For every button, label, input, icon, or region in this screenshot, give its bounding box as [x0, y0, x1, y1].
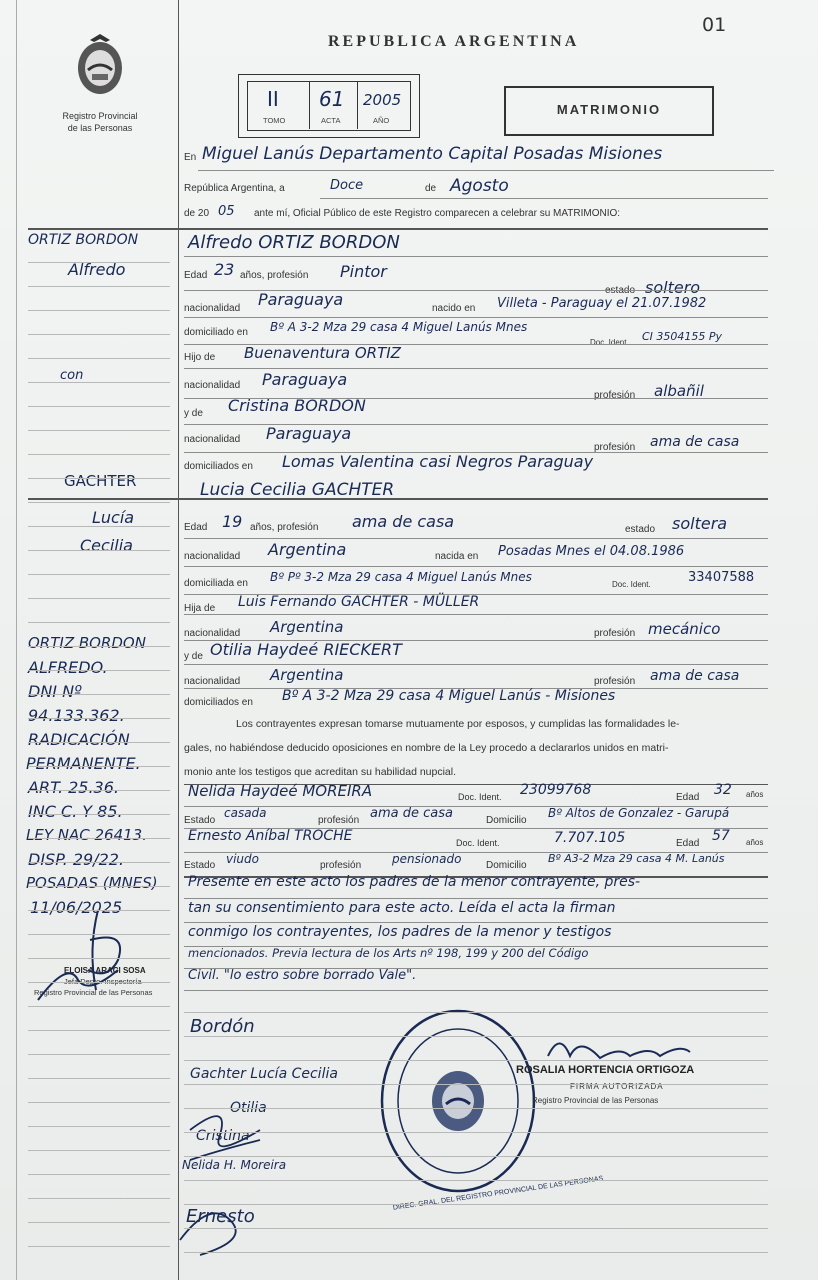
- groom-mother-nat-label: nacionalidad: [184, 434, 241, 445]
- record-type-box: [504, 86, 714, 136]
- anio-value: 2005: [363, 91, 402, 109]
- margin-rule: [28, 790, 170, 791]
- margin-rule: [28, 1102, 170, 1103]
- groom-prof-label: años, profesión: [240, 270, 309, 281]
- signature-rule: [184, 1108, 768, 1109]
- acta-box: [238, 74, 420, 138]
- groom-birthplace: Villeta - Paraguay el 21.07.1982: [497, 296, 707, 311]
- acta-divider-1: [309, 81, 310, 129]
- margin-rule: [28, 1030, 170, 1031]
- bride-margin-given2: Cecilia: [80, 536, 133, 555]
- margin-stamp-name: ELOISA ARACI SOSA: [64, 966, 146, 975]
- groom-margin-surname: ORTIZ BORDON: [28, 232, 139, 248]
- groom-parents-address-label: domiciliados en: [184, 461, 253, 472]
- margin-rule: [28, 1006, 170, 1007]
- bride-birthplace: Posadas Mnes el 04.08.1986: [498, 544, 685, 559]
- groom-age-label: Edad: [184, 270, 208, 281]
- witness-1-years-label: años: [746, 790, 764, 799]
- note-line-3: conmigo los contrayentes, los padres de la menor y testigos: [188, 924, 612, 940]
- margin-rule: [28, 886, 170, 887]
- groom-status-label: estado: [605, 285, 636, 296]
- witness-2-age-label: Edad: [676, 838, 700, 849]
- signature-rule: [184, 1228, 768, 1229]
- margin-rule: [28, 910, 170, 911]
- witness-2-address: Bº A3-2 Mza 29 casa 4 M. Lanús: [548, 852, 725, 865]
- groom-mother-prof: ama de casa: [650, 434, 740, 450]
- record-type: MATRIMONIO: [556, 102, 662, 117]
- margin-rule: [28, 1174, 170, 1175]
- signature-rule: [184, 1012, 768, 1013]
- margin-rule: [28, 526, 170, 527]
- margin-rule: [28, 478, 170, 479]
- signature-cristina: Cristina: [196, 1128, 250, 1144]
- left-edge-line: [16, 0, 17, 1280]
- margin-rule: [28, 406, 170, 407]
- witness-1-status-label: Estado: [184, 815, 216, 826]
- margin-rule: [28, 598, 170, 599]
- margin-rule: [28, 502, 170, 503]
- bride-doc-label: Doc. Ident.: [612, 580, 651, 589]
- bride-mother: Otilia Haydeé RIECKERT: [210, 640, 402, 659]
- bride-mother-prof-label: profesión: [594, 676, 636, 687]
- groom-father-nat-label: nacionalidad: [184, 380, 241, 391]
- witness-1-address-label: Domicilio: [486, 815, 527, 826]
- margin-rule: [28, 382, 170, 383]
- bride-profession: ama de casa: [352, 512, 455, 531]
- bride-margin-surname: GACHTER: [64, 472, 137, 490]
- annot-line-1: ORTIZ BORDON: [28, 634, 146, 652]
- bride-father-prof-label: profesión: [594, 628, 636, 639]
- legal-line-3: monio ante los testigos que acreditan su habilidad nupcial.: [184, 766, 457, 778]
- groom-profession: Pintor: [340, 262, 387, 281]
- groom-mother: Cristina BORDON: [228, 396, 366, 415]
- witness-2-prof-label: profesión: [320, 860, 362, 871]
- margin-rule: [28, 574, 170, 575]
- margin-rule: [28, 1126, 170, 1127]
- bride-mother-nat-label: nacionalidad: [184, 676, 241, 687]
- margin-rule: [28, 550, 170, 551]
- annot-line-11: POSADAS (MNES): [26, 874, 158, 892]
- witness-1-doc-label: Doc. Ident.: [458, 792, 502, 802]
- signature-moreira: Nelida H. Moreira: [182, 1158, 287, 1172]
- bride-mother-nat: Argentina: [270, 666, 344, 684]
- margin-rule: [28, 646, 170, 647]
- bride-mother-prof: ama de casa: [650, 668, 740, 684]
- signature-rule: [184, 1252, 768, 1253]
- witness-2-address-label: Domicilio: [486, 860, 527, 871]
- margin-stamp-title: Jefa Depto. Inspectoría: [64, 977, 142, 986]
- margin-divider: [178, 0, 179, 1280]
- signature-ernesto: Ernesto: [186, 1206, 255, 1227]
- witness-1-age-label: Edad: [676, 792, 700, 803]
- con-label: con: [60, 368, 84, 383]
- witness-2-years-label: años: [746, 838, 764, 847]
- groom-father-label: Hijo de: [184, 352, 216, 363]
- margin-rule: [28, 1078, 170, 1079]
- annot-line-12: 11/06/2025: [30, 898, 123, 917]
- bride-age: 19: [222, 512, 243, 531]
- bride-father-nat: Argentina: [270, 618, 344, 636]
- witness-1-prof-label: profesión: [318, 815, 360, 826]
- bride-status: soltera: [672, 514, 728, 533]
- month-value: Agosto: [450, 176, 509, 196]
- groom-margin-given: Alfredo: [68, 260, 126, 279]
- witness-1-address: Bº Altos de Gonzalez - Garupá: [548, 806, 730, 820]
- witness-1-name: Nelida Haydeé MOREIRA: [188, 782, 373, 800]
- bride-father-label: Hija de: [184, 603, 216, 614]
- margin-rule: [28, 742, 170, 743]
- registry-name: Registro Provincial de las Personas: [62, 111, 138, 133]
- margin-rule: [28, 862, 170, 863]
- groom-father-nat: Paraguaya: [262, 370, 348, 389]
- signature-rule: [184, 1204, 768, 1205]
- tomo-label: TOMO: [263, 116, 286, 125]
- margin-rule: [28, 1198, 170, 1199]
- witness-1-profession: ama de casa: [370, 806, 453, 821]
- bride-status-label: estado: [625, 524, 656, 535]
- bride-father-nat-label: nacionalidad: [184, 628, 241, 639]
- witness-1-age: 32: [714, 782, 732, 798]
- bride-doc: 33407588: [688, 570, 755, 585]
- signature-rule: [184, 1156, 768, 1157]
- acta-divider-2: [357, 81, 358, 129]
- country-title: REPUBLICA ARGENTINA: [328, 33, 580, 50]
- groom-mother-prof-label: profesión: [594, 442, 636, 453]
- groom-father-prof: albañil: [654, 382, 704, 400]
- groom-address: Bº A 3-2 Mza 29 casa 4 Miguel Lanús Mnes: [270, 320, 528, 334]
- bride-section-rule: [28, 498, 768, 500]
- seal-text: DIREC. GRAL. DEL REGISTRO PROVINCIAL DE LAS PERSONAS: [392, 1175, 604, 1212]
- margin-rule: [28, 310, 170, 311]
- margin-rule: [28, 958, 170, 959]
- annot-line-10: DISP. 29/22.: [28, 850, 125, 869]
- annot-line-3: DNI Nº: [28, 682, 82, 701]
- annot-line-4: 94.133.362.: [28, 706, 125, 725]
- signature-rule: [184, 1036, 768, 1037]
- margin-rule: [28, 982, 170, 983]
- republic-label: República Argentina, a: [184, 183, 285, 194]
- witness-2-status: viudo: [226, 852, 259, 866]
- margin-rule: [28, 766, 170, 767]
- note-line-4: mencionados. Previa lectura de los Arts nº 198, 199 y 200 del Código: [188, 946, 589, 960]
- witness-1-status: casada: [224, 806, 267, 820]
- bride-parents-address: Bº A 3-2 Mza 29 casa 4 Miguel Lanús - Misiones: [282, 688, 616, 704]
- margin-rule: [28, 934, 170, 935]
- note-line-5: Civil. "lo estro sobre borrado Vale".: [188, 968, 417, 983]
- margin-rule: [28, 358, 170, 359]
- bride-mother-label: y de: [184, 651, 203, 662]
- signature-rule: [184, 1132, 768, 1133]
- groom-age: 23: [214, 260, 235, 279]
- anio-label: AÑO: [373, 116, 390, 125]
- margin-rule: [28, 814, 170, 815]
- de-label: de: [425, 183, 437, 194]
- signature-scribbles: [170, 1090, 370, 1265]
- bride-prof-label: años, profesión: [250, 522, 319, 533]
- acta-value: 61: [319, 87, 345, 111]
- annot-line-7: ART. 25.36.: [28, 778, 119, 797]
- margin-rule: [28, 1222, 170, 1223]
- appear-text: ante mí, Oficial Público de este Registro comparecen a celebrar su MATRIMONIO:: [254, 208, 621, 219]
- groom-full-name: Alfredo ORTIZ BORDON: [188, 232, 400, 253]
- annot-line-5: RADICACIÓN: [28, 730, 130, 749]
- witness-2-doc: 7.707.105: [554, 830, 626, 846]
- annot-line-8: INC C. Y 85.: [28, 802, 123, 821]
- bride-full-name: Lucia Cecilia GACHTER: [200, 480, 395, 500]
- page-number: 01: [702, 14, 727, 36]
- margin-rule: [28, 694, 170, 695]
- official-stamp-title: FIRMA AUTORIZADA: [570, 1082, 664, 1091]
- official-stamp-org: Registro Provincial de las Personas: [532, 1096, 659, 1105]
- signature-otilia: Otilia: [230, 1100, 267, 1116]
- witness-2-name: Ernesto Aníbal TROCHE: [188, 828, 353, 844]
- signature-rule: [184, 1084, 768, 1085]
- margin-stamp-org: Registro Provincial de las Personas: [34, 988, 153, 997]
- bride-parents-address-label: domiciliados en: [184, 697, 253, 708]
- witness-1-doc: 23099768: [520, 782, 592, 798]
- signature-bordon: Bordón: [190, 1016, 255, 1037]
- bride-address-label: domiciliada en: [184, 578, 248, 589]
- groom-born-label: nacido en: [432, 303, 476, 314]
- legal-line-1: Los contrayentes expresan tomarse mutuamente por esposos, y cumplidas las formalidades le-: [236, 718, 680, 730]
- groom-section-rule: [28, 228, 768, 230]
- groom-nationality: Paraguaya: [258, 290, 344, 309]
- groom-parents-address: Lomas Valentina casi Negros Paraguay: [282, 452, 594, 471]
- annot-line-6: PERMANENTE.: [26, 754, 141, 773]
- bride-age-label: Edad: [184, 522, 208, 533]
- bride-address: Bº Pº 3-2 Mza 29 casa 4 Miguel Lanús Mnes: [270, 570, 532, 584]
- signature-rule: [184, 1060, 768, 1061]
- margin-rule: [28, 430, 170, 431]
- margin-rule: [28, 1054, 170, 1055]
- note-line-1: Presente en este acto los padres de la menor contrayente, pres-: [188, 874, 641, 890]
- margin-rule: [28, 1150, 170, 1151]
- bride-father: Luis Fernando GACHTER - MÜLLER: [238, 594, 480, 610]
- groom-father-prof-label: profesión: [594, 390, 636, 401]
- groom-address-label: domiciliado en: [184, 327, 248, 338]
- margin-rule: [28, 454, 170, 455]
- margin-rule: [28, 1246, 170, 1247]
- bride-nat-label: nacionalidad: [184, 551, 241, 562]
- groom-nat-label: nacionalidad: [184, 303, 241, 314]
- margin-rule: [28, 838, 170, 839]
- place-value: Miguel Lanús Departamento Capital Posadas Misiones: [202, 144, 663, 164]
- signature-rule: [184, 1180, 768, 1181]
- margin-rule: [28, 286, 170, 287]
- note-line-2: tan su consentimiento para este acto. Leída el acta la firman: [188, 900, 616, 916]
- witness-2-profession: pensionado: [392, 852, 462, 866]
- bride-born-label: nacida en: [435, 551, 479, 562]
- bride-nationality: Argentina: [268, 540, 347, 559]
- margin-rule: [28, 262, 170, 263]
- day-value: Doce: [330, 178, 364, 193]
- margin-rule: [28, 670, 170, 671]
- witness-2-age: 57: [712, 828, 730, 844]
- coat-of-arms-logo: [70, 30, 130, 105]
- signature-gachter: Gachter Lucía Cecilia: [190, 1066, 338, 1082]
- legal-line-2: gales, no habiéndose deducido oposiciones en nombre de la Ley procedo a declararlos unidos en matri-: [184, 742, 669, 754]
- bride-father-prof: mecánico: [648, 620, 721, 638]
- groom-mother-nat: Paraguaya: [266, 424, 352, 443]
- annot-line-9: LEY NAC 26413.: [26, 826, 147, 844]
- year-prefix: de 20: [184, 208, 210, 219]
- annot-line-2: ALFREDO.: [28, 658, 108, 677]
- margin-rule: [28, 334, 170, 335]
- margin-rule: [28, 622, 170, 623]
- acta-label: ACTA: [321, 116, 341, 125]
- witness-2-status-label: Estado: [184, 860, 216, 871]
- witness-2-doc-label: Doc. Ident.: [456, 838, 500, 848]
- bride-margin-given1: Lucía: [92, 508, 135, 527]
- margin-rule: [28, 718, 170, 719]
- groom-doc-label: Doc. Ident.: [590, 338, 629, 347]
- tomo-value: II: [267, 87, 279, 111]
- groom-status: soltero: [645, 278, 701, 297]
- groom-father: Buenaventura ORTIZ: [244, 344, 401, 362]
- groom-doc: CI 3504155 Py: [642, 330, 723, 343]
- official-stamp-name: ROSALIA HORTENCIA ORTIGOZA: [516, 1064, 695, 1076]
- official-signature: [540, 1026, 700, 1081]
- en-label: En: [184, 152, 197, 163]
- groom-mother-label: y de: [184, 408, 203, 419]
- year-suffix: 05: [218, 204, 235, 219]
